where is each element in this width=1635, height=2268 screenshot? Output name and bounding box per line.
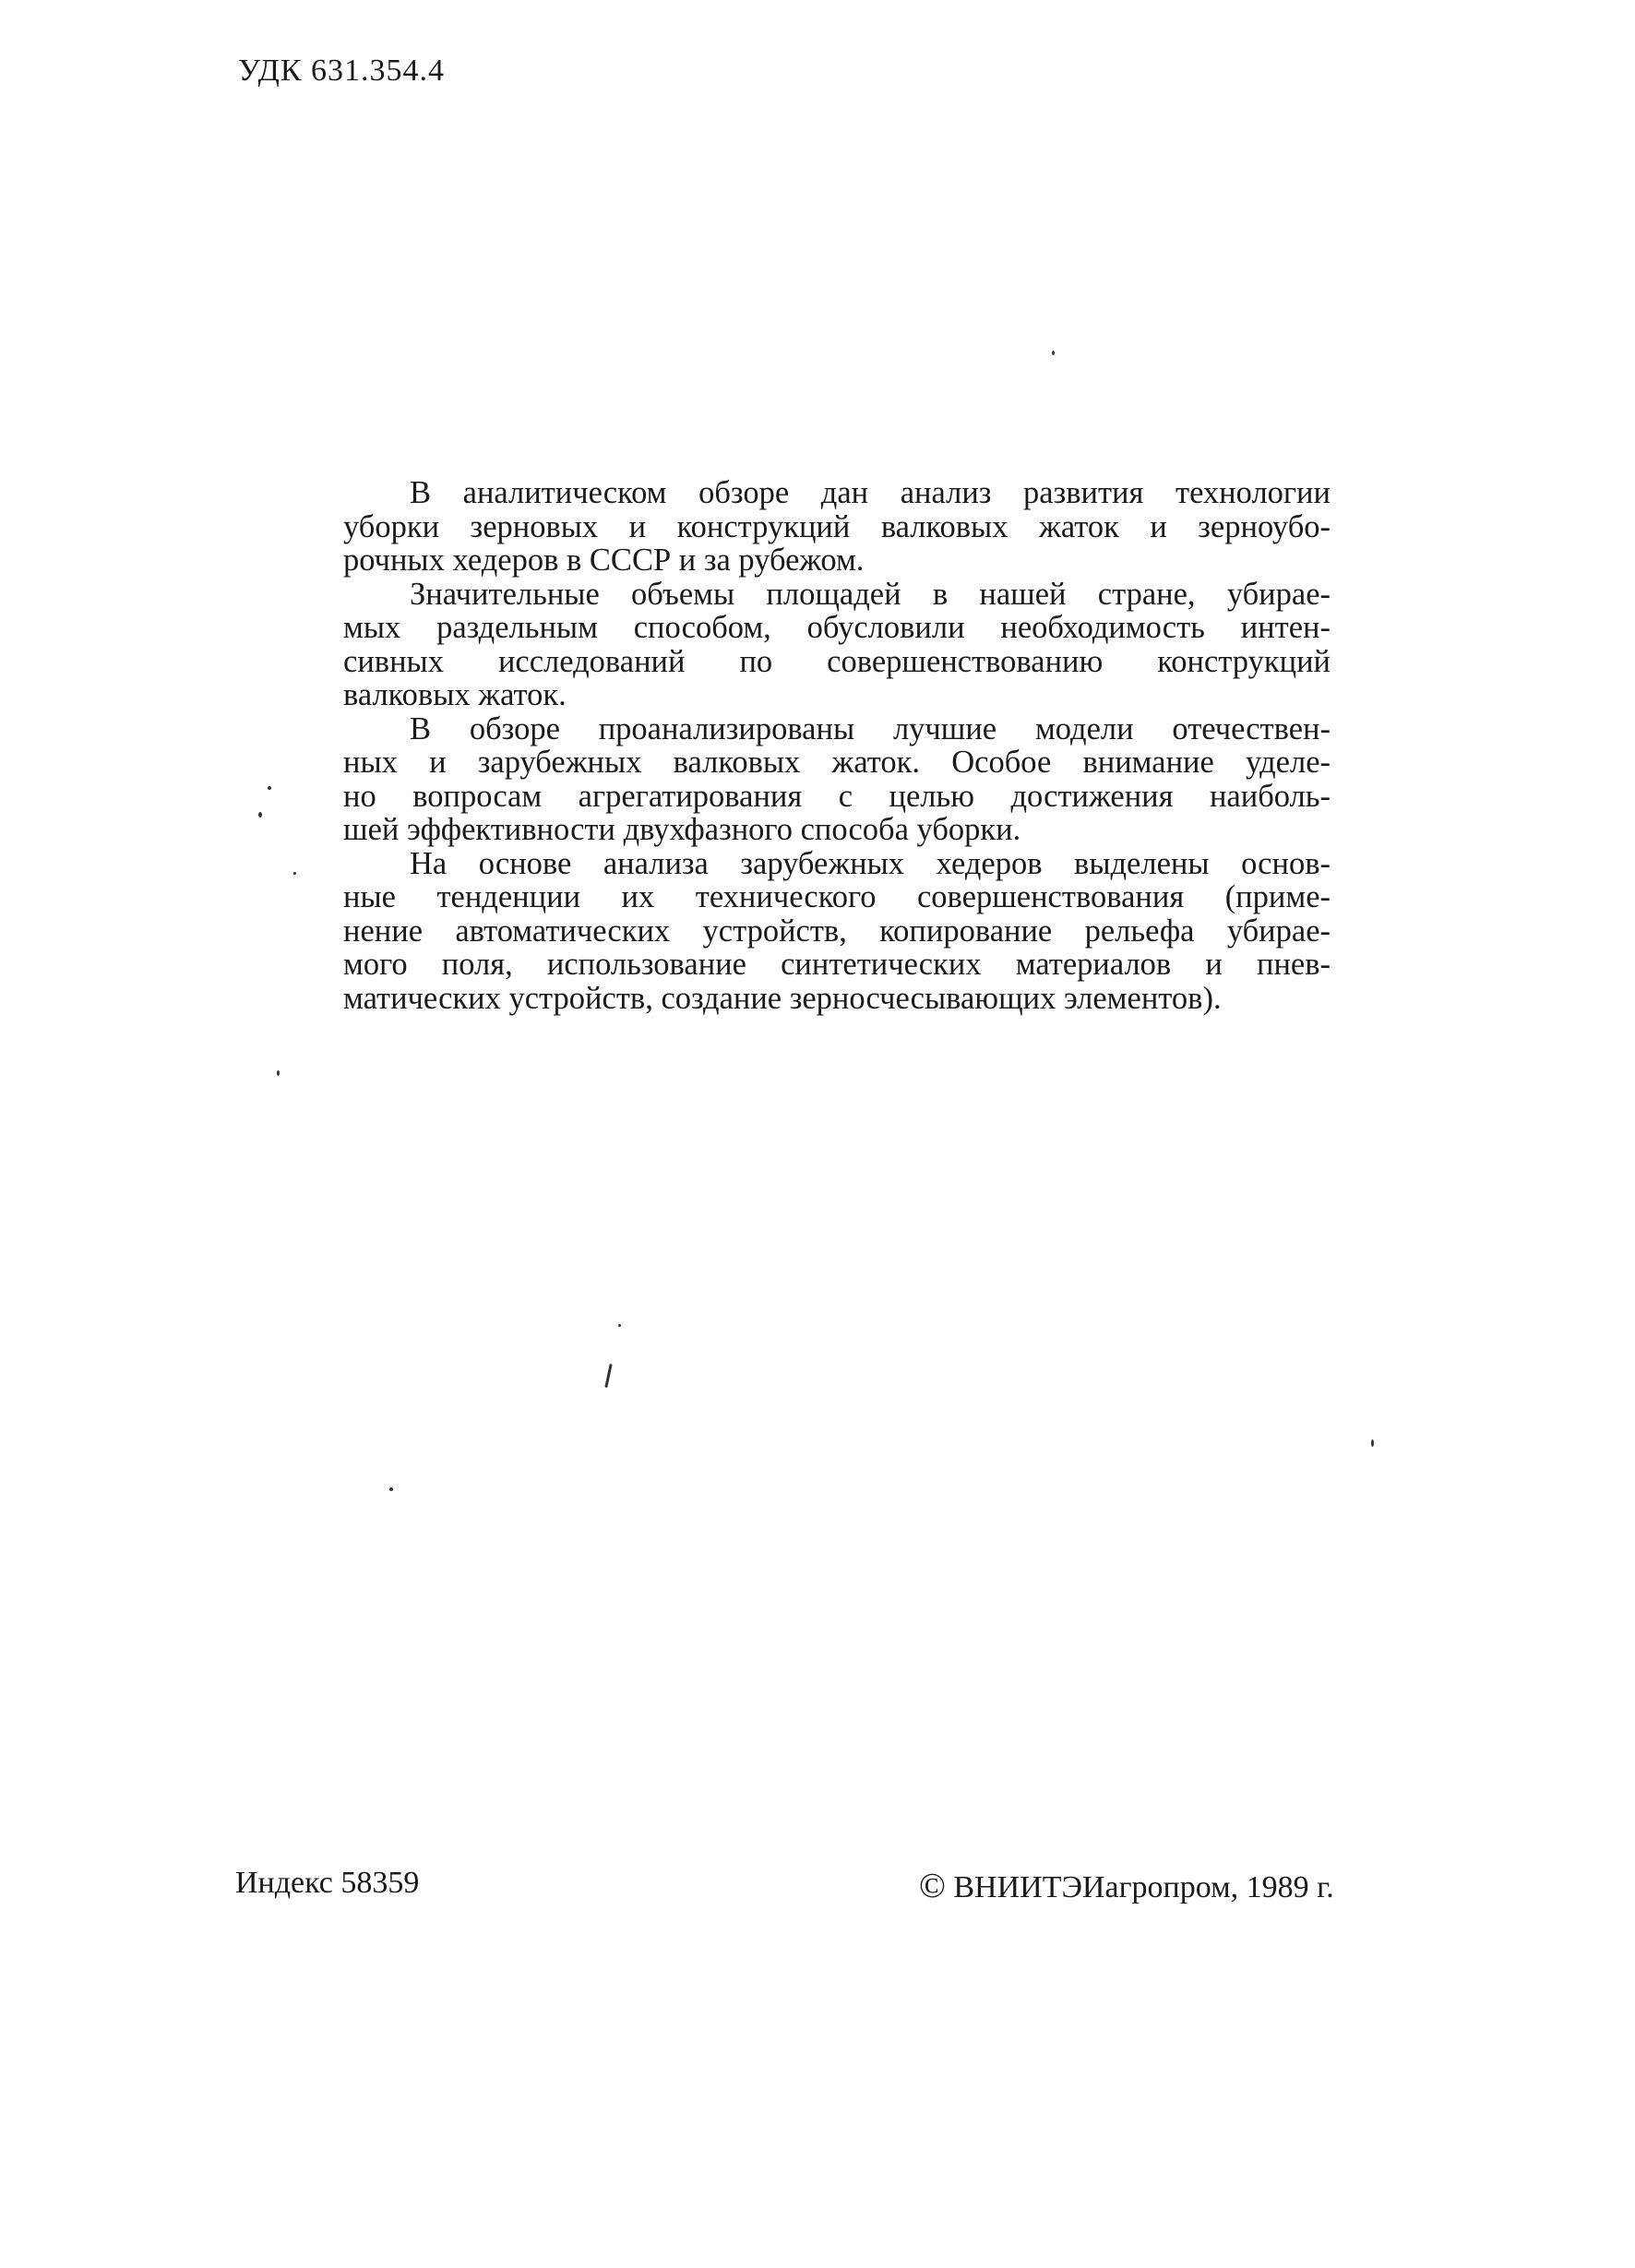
copyright-text: ВНИИТЭИагропром, 1989 г.	[953, 1870, 1334, 1904]
abstract-line: сивных исследований по совершенствованию конструкций	[343, 643, 1331, 679]
scan-speck	[277, 1070, 280, 1076]
abstract-paragraph	[343, 476, 1331, 578]
abstract-line: На основе анализа зарубежных хедеров выделены основ-	[410, 845, 1331, 881]
abstract-line: мого поля, использование синтетических материалов и пнев-	[343, 947, 1331, 982]
copyright-symbol: ©	[919, 1867, 946, 1905]
scan-speck	[604, 1364, 612, 1388]
index-number: Индекс 58359	[235, 1866, 420, 1900]
abstract-line: уборки зерновых и конструкций валковых жаток и зерноубо-	[343, 508, 1331, 544]
abstract	[343, 476, 1331, 1015]
abstract-line: рочных хедеров в СССР и за рубежом.	[343, 543, 865, 578]
abstract-paragraph	[343, 847, 1331, 1016]
scan-speck	[258, 812, 262, 818]
abstract-paragraph	[343, 578, 1331, 712]
abstract-line: ных и зарубежных валковых жаток. Особое внимание уделе-	[343, 745, 1331, 780]
scan-speck	[268, 786, 271, 790]
scan-speck	[293, 872, 296, 875]
abstract-line: В обзоре проанализированы лучшие модели отечествен-	[410, 710, 1331, 746]
abstract-line: мых раздельным способом, обусловили необходимость интен-	[343, 610, 1331, 645]
abstract-line: валковых жаток.	[343, 677, 567, 712]
udk-code: УДК 631.354.4	[238, 54, 446, 88]
abstract-line: но вопросам агрегатирования с целью достижения наиболь-	[343, 778, 1331, 814]
copyright	[919, 1866, 1334, 1906]
abstract-line: шей эффективности двухфазного способа уборки.	[343, 812, 1021, 847]
scan-speck	[618, 1324, 621, 1327]
abstract-line: нение автоматических устройств, копирование рельефа убирае-	[343, 913, 1331, 949]
abstract-line: Значительные объемы площадей в нашей стране, убирае-	[410, 576, 1331, 612]
abstract-line: ные тенденции их технического совершенствования (приме-	[343, 879, 1331, 914]
abstract-paragraph	[343, 712, 1331, 847]
scan-speck	[389, 1487, 393, 1491]
abstract-line: В аналитическом обзоре дан анализ развития технологии	[410, 475, 1331, 510]
scan-speck	[1052, 351, 1055, 355]
abstract-line: матических устройств, создание зерносчесывающих элементов).	[343, 980, 1222, 1016]
scan-speck	[1371, 1439, 1374, 1447]
